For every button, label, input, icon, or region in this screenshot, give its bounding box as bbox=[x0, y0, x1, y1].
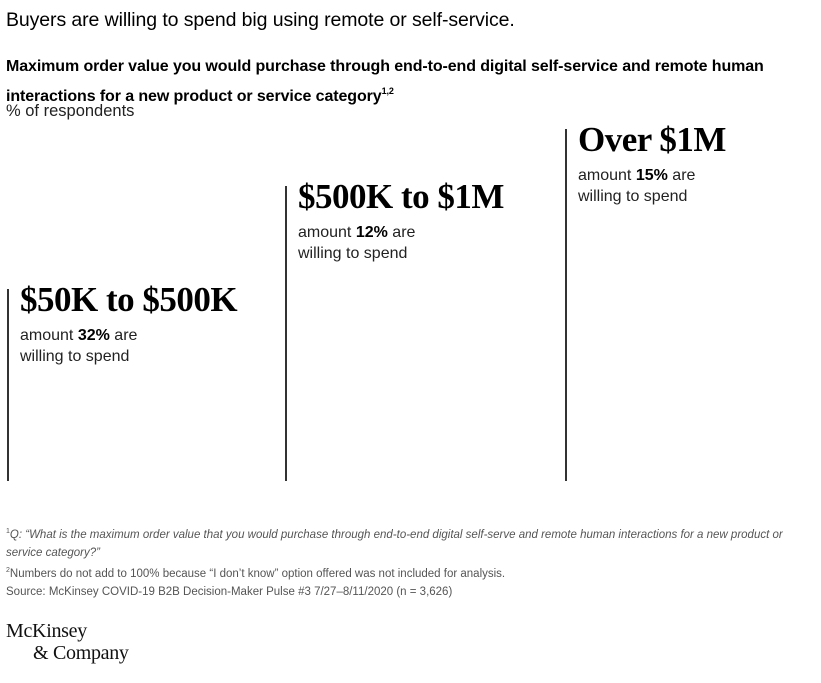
logo-line-2: & Company bbox=[33, 642, 129, 664]
category-label-3: Over $1M bbox=[578, 120, 726, 159]
logo-line-1: McKinsey bbox=[6, 620, 87, 642]
bar-rule-1 bbox=[7, 289, 9, 481]
subtitle-footnote-marks: 1,2 bbox=[381, 86, 394, 96]
footnote-1 bbox=[6, 523, 806, 562]
footnote-2 bbox=[6, 562, 806, 583]
bar-rule-3 bbox=[565, 129, 567, 481]
value-label-2: amount 12% are willing to spend bbox=[298, 224, 416, 262]
source-note: Source: McKinsey COVID-19 B2B Decision-Maker Pulse #3 7/27–8/11/2020 (n = 3,626) bbox=[6, 586, 453, 598]
category-label-2: $500K to $1M bbox=[298, 177, 504, 216]
bar-rule-2 bbox=[285, 186, 287, 481]
value-label-1: amount 32% are willing to spend bbox=[20, 327, 138, 365]
chart-title: Buyers are willing to spend big using remote or self-service. bbox=[6, 9, 515, 31]
value-pct-3: 15% bbox=[635, 167, 668, 184]
footnote-2-text: Numbers do not add to 100% because “I don’t know” option offered was not included for analysis. bbox=[9, 568, 506, 580]
unit-label: % of respondents bbox=[6, 102, 135, 120]
value-label-3: amount 15% are willing to spend bbox=[578, 167, 696, 205]
value-pct-1: 32% bbox=[77, 327, 110, 344]
value-pct-2: 12% bbox=[355, 224, 388, 241]
subtitle-text: Maximum order value you would purchase through end-to-end digital self-service and remote human interactions for a new product or service category bbox=[6, 58, 764, 105]
footnote-1-mark: 1 bbox=[6, 528, 10, 535]
category-label-1: $50K to $500K bbox=[20, 280, 238, 319]
mckinsey-logo bbox=[6, 620, 129, 664]
footnotes bbox=[6, 523, 806, 601]
footnote-2-mark: 2 bbox=[6, 567, 10, 574]
footnote-1-text: Q: “What is the maximum order value that you would purchase through end-to-end digital self-serve and remote human interactions for a new product or service category?” bbox=[6, 529, 783, 559]
